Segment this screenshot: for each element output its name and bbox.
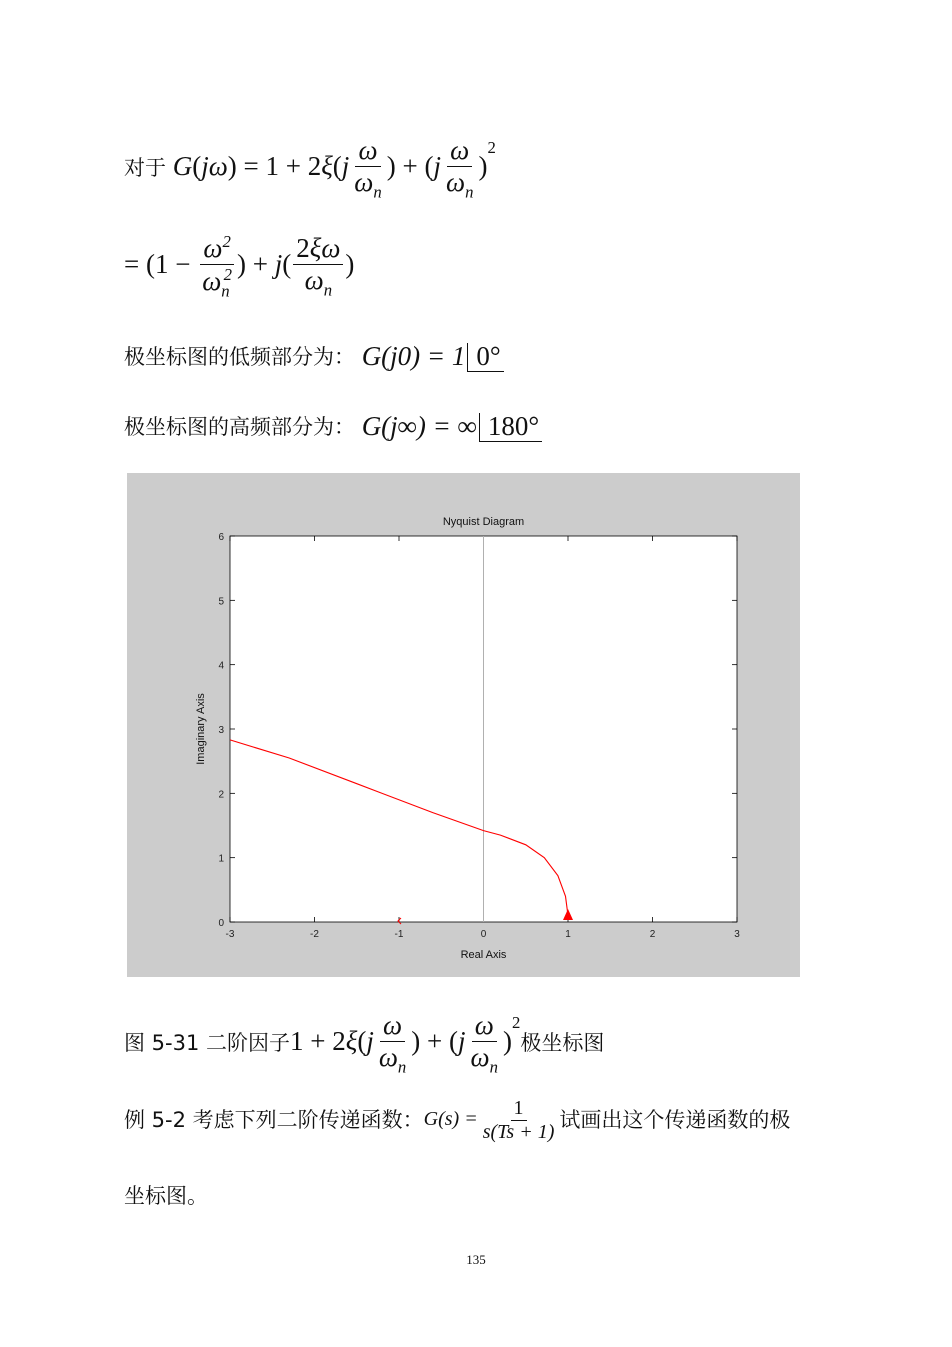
lf-value: G(j0) = 1 xyxy=(361,341,466,371)
hf-math xyxy=(362,411,543,441)
y-tick-label: 2 xyxy=(218,789,224,801)
tf-lhs: G(s) = xyxy=(423,1108,478,1131)
caption-math: 1 + 2ξ(j $\frac{\omega}{\omega_n}$ ) + (j $\frac{\omega}{\omega_n}$ )$^2$ xyxy=(290,1010,521,1077)
y-tick-label: 3 xyxy=(218,725,224,736)
lf-label: 极坐标图的低频部分为： xyxy=(124,345,355,369)
line1-prefix: 对于 xyxy=(124,156,166,181)
nyquist-figure xyxy=(127,473,800,977)
tf-denominator: s(Ts + 1) xyxy=(482,1121,555,1143)
example-prefix: 例 5-2 考虑下列二阶传递函数： xyxy=(124,1108,424,1132)
tf-numerator: 1 xyxy=(511,1097,527,1121)
chart-title: Nyquist Diagram xyxy=(442,516,525,528)
example-suffix: 试画出这个传递函数的极 xyxy=(559,1108,791,1132)
y-tick-label: 0 xyxy=(218,918,224,929)
y-tick-label: 6 xyxy=(218,532,224,543)
low-frequency-line xyxy=(124,343,504,372)
example-line xyxy=(124,1097,790,1144)
nyquist-chart xyxy=(127,473,800,977)
transfer-function xyxy=(423,1097,560,1143)
equation-g-jw: G(jω) = 1 + 2ξ(j $\frac{\omega}{\omega_n}$ ) + (j $\frac{\omega}{\omega_n}$ )$^2$ xyxy=(172,135,496,202)
hf-angle: 180° xyxy=(479,413,542,442)
equation-expanded: = (1 − $\frac{\omega^2}{\omega_n^2}$ ) + j( $\frac{2\xi\omega}{\omega_n}$ ) xyxy=(124,232,355,301)
hf-label: 极坐标图的高频部分为： xyxy=(124,415,355,439)
lf-angle: 0° xyxy=(467,343,503,372)
equation-line-1 xyxy=(124,135,496,202)
x-axis-label: Real Axis xyxy=(460,949,507,961)
x-tick-label: 0 xyxy=(480,929,487,940)
y-axis-label: Imaginary Axis xyxy=(195,693,207,765)
caption-prefix: 图 5-31 二阶因子 xyxy=(124,1030,291,1055)
x-tick-label: -3 xyxy=(225,929,235,940)
equation-line-2 xyxy=(124,232,354,301)
high-frequency-line xyxy=(124,413,542,442)
figure-caption xyxy=(124,1010,604,1077)
page-number: 135 xyxy=(466,1252,486,1267)
x-tick-label: 3 xyxy=(734,929,740,940)
y-tick-label: 5 xyxy=(218,596,224,608)
caption-suffix: 极坐标图 xyxy=(520,1030,605,1055)
x-tick-label: 2 xyxy=(649,929,656,940)
lf-math xyxy=(362,341,504,371)
example-line-2: 坐标图。 xyxy=(124,1184,208,1208)
x-tick-label: -2 xyxy=(310,929,319,940)
y-tick-label: 4 xyxy=(218,660,224,672)
x-tick-label: 1 xyxy=(565,929,571,940)
y-tick-label: 1 xyxy=(218,853,224,865)
x-tick-label: -1 xyxy=(394,929,404,940)
hf-value: G(j∞) = ∞ xyxy=(361,411,477,441)
